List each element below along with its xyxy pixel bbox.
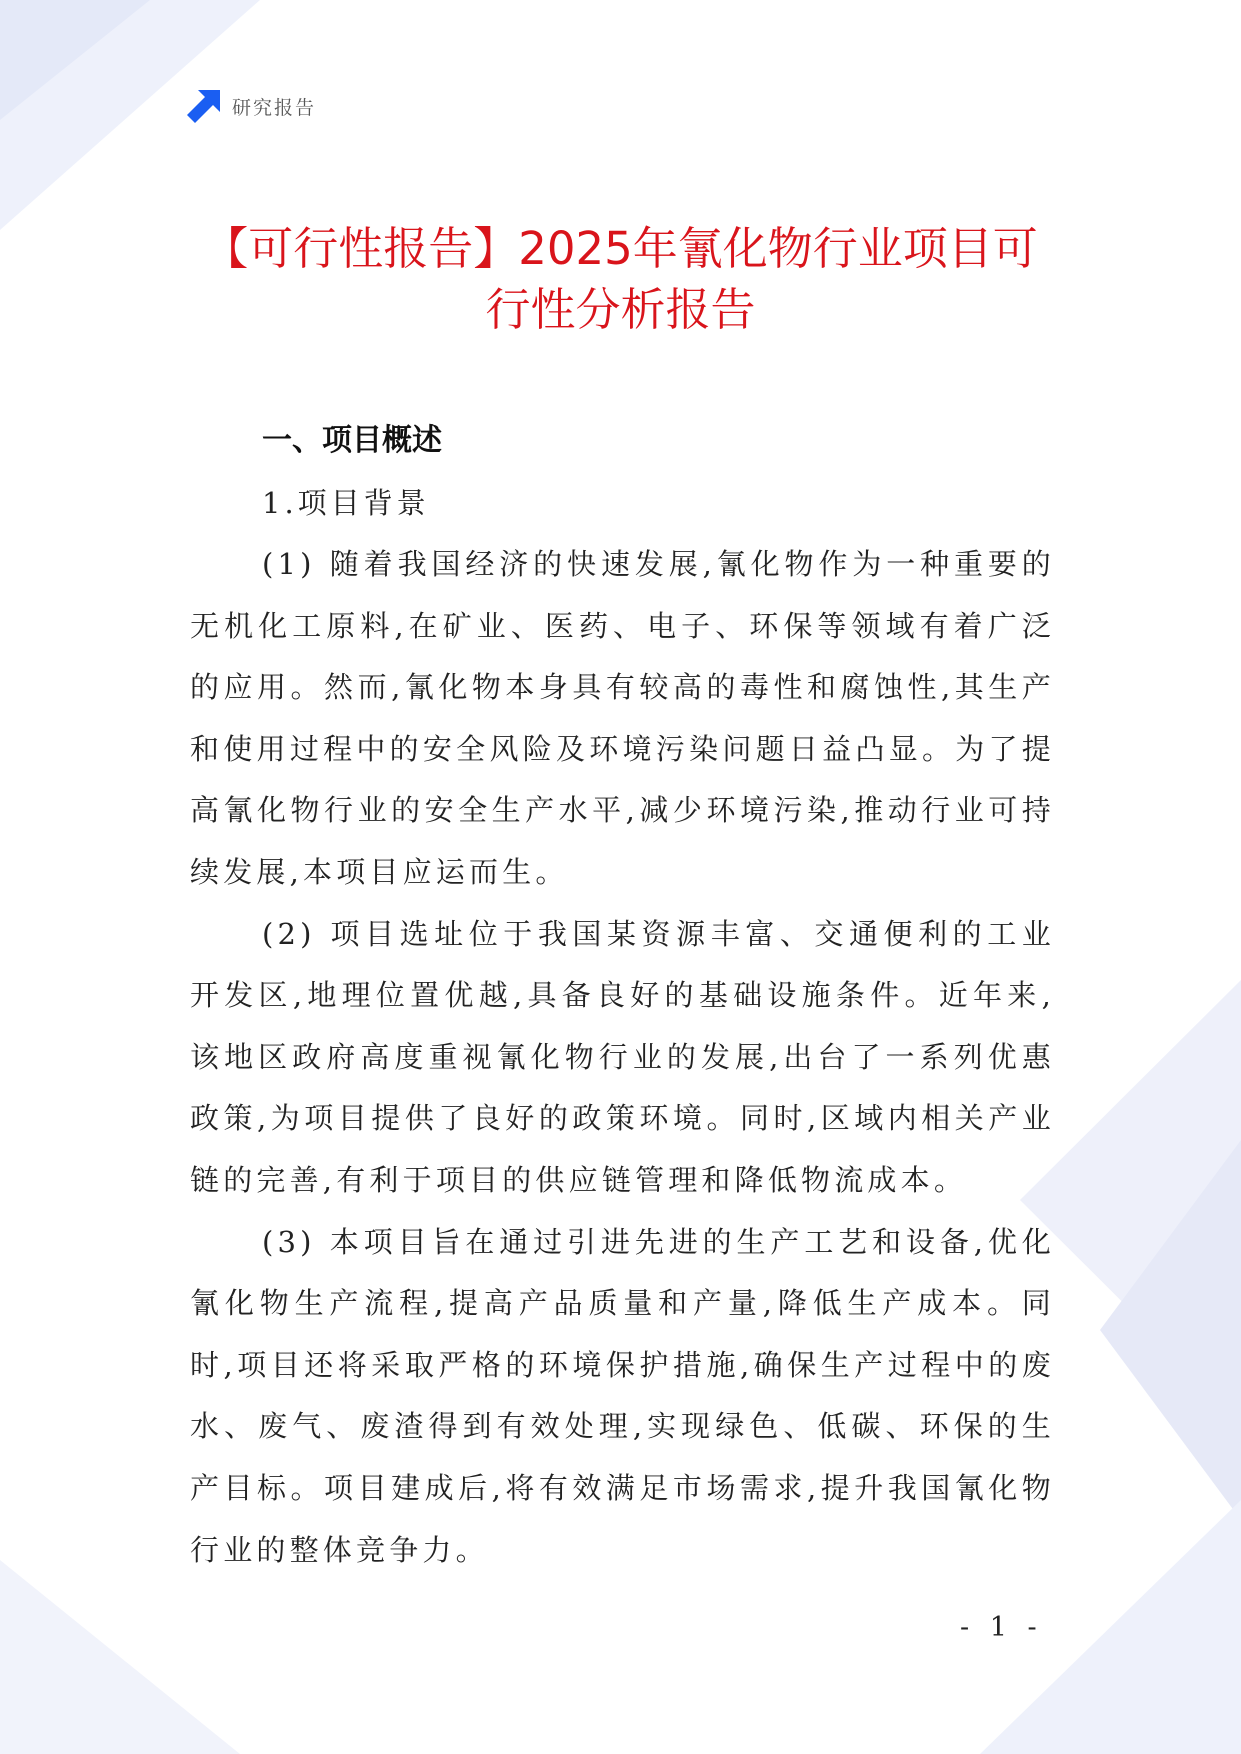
sub-heading: 1.项目背景	[262, 486, 430, 520]
section-heading: 一、项目概述	[262, 423, 442, 458]
document-title: 【可行性报告】2025年氰化物行业项目可行性分析报告	[203, 222, 1038, 336]
header-brand-label: 研究报告	[232, 96, 317, 119]
paragraph-2: (2) 项目选址位于我国某资源丰富、交通便利的工业开发区,地理位置优越,具备良好的基础设施条件。近年来,该地区政府高度重视氰化物行业的发展,出台了一系列优惠政策,为项目提供了良好的政策环境。同时,区域内相关产业链的完善,有利于项目的供应链管理和降低物流成本。	[190, 916, 1055, 1197]
page-number: - 1 -	[960, 1612, 1043, 1643]
arrow-up-right-icon	[186, 88, 222, 124]
document-body	[190, 410, 1055, 1581]
paragraph-3: (3) 本项目旨在通过引进先进的生产工艺和设备,优化氰化物生产流程,提高产品质量和产量,降低生产成本。同时,项目还将采取严格的环境保护措施,确保生产过程中的废水、废气、废渣得到有效处理,实现绿色、低碳、环保的生产目标。项目建成后,将有效满足市场需求,提升我国氰化物行业的整体竞争力。	[190, 1224, 1055, 1567]
report-header	[186, 88, 316, 124]
paragraph-1: (1) 随着我国经济的快速发展,氰化物作为一种重要的无机化工原料,在矿业、医药、电子、环保等领域有着广泛的应用。然而,氰化物本身具有较高的毒性和腐蚀性,其生产和使用过程中的安全风险及环境污染问题日益凸显。为了提高氰化物行业的安全生产水平,减少环境污染,推动行业可持续发展,本项目应运而生。	[190, 547, 1055, 889]
